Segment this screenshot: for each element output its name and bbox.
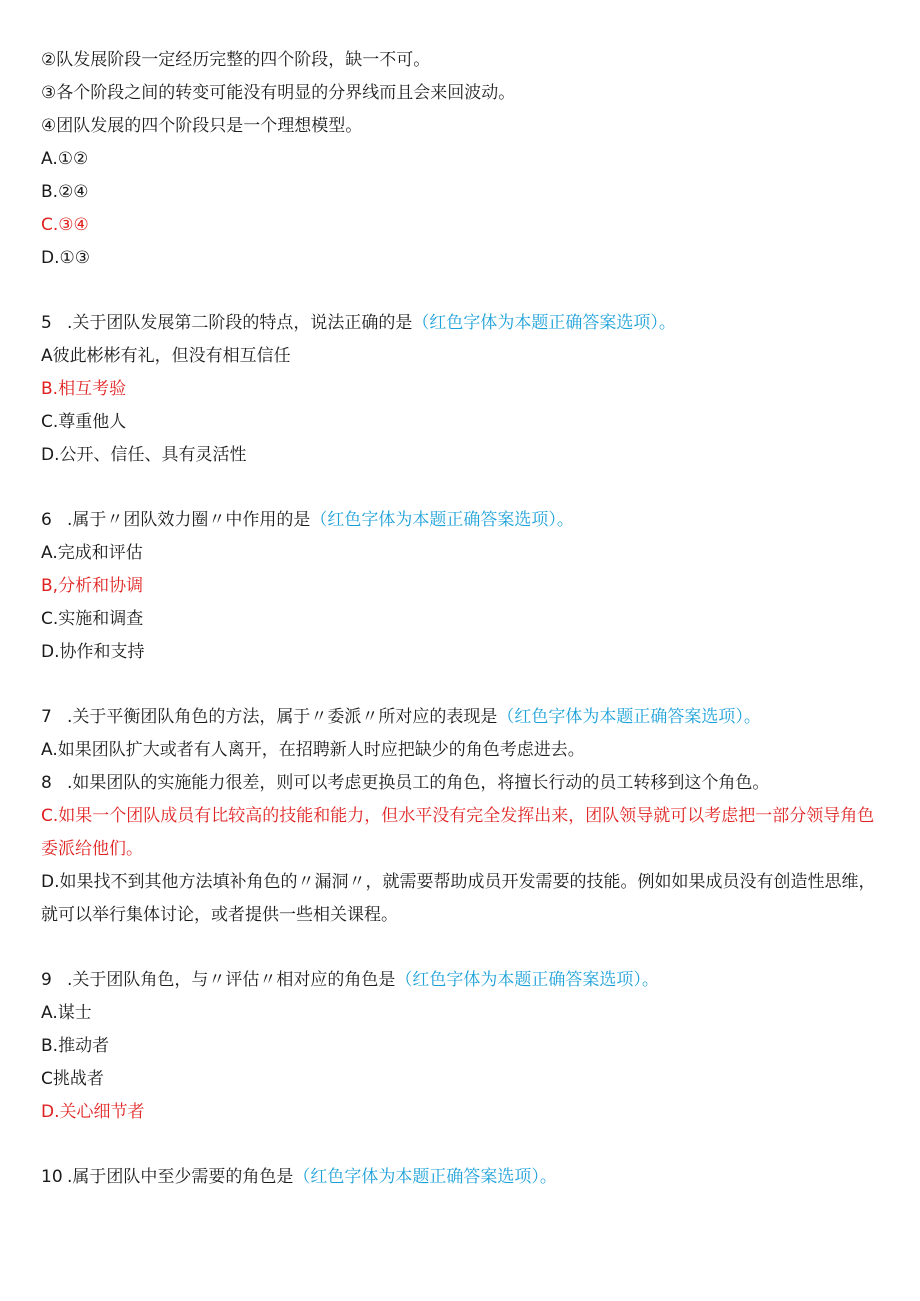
question-number: 7 xyxy=(41,707,52,727)
answer-option: C.实施和调查 xyxy=(41,609,144,629)
answer-option: B.推动者 xyxy=(41,1036,110,1056)
section-gap xyxy=(41,1129,886,1161)
answer-option: B.②④ xyxy=(41,182,89,202)
question-line xyxy=(41,701,886,734)
document-page xyxy=(41,44,886,1194)
answer-option: D.①③ xyxy=(41,248,90,268)
answer-option: A彼此彬彬有礼，但没有相互信任 xyxy=(41,346,291,366)
correct-answer-option: C.③④ xyxy=(41,215,89,235)
answer-option: A.谋士 xyxy=(41,1003,92,1023)
answer-option: A.如果团队扩大或者有人离开，在招聘新人时应把缺少的角色考虑进去。 xyxy=(41,740,585,760)
question-text: .属于团队中至少需要的角色是 xyxy=(67,1167,294,1187)
section-gap xyxy=(41,472,886,504)
question-number: 10 xyxy=(41,1167,63,1187)
question-number: 8 xyxy=(41,773,52,793)
question-line xyxy=(41,1161,886,1194)
answer-hint-note: （红色字体为本题正确答案选项）。 xyxy=(412,313,676,333)
correct-answer-option: B.相互考验 xyxy=(41,379,127,399)
question-text: .关于团队发展第二阶段的特点，说法正确的是 xyxy=(67,313,413,333)
question-line xyxy=(41,767,886,800)
answer-option: A.①② xyxy=(41,149,89,169)
question-text: .关于平衡团队角色的方法，属于〃委派〃所对应的表现是 xyxy=(67,707,498,727)
question-number: 6 xyxy=(41,510,52,530)
answer-hint-note: （红色字体为本题正确答案选项）。 xyxy=(293,1167,557,1187)
answer-option: A.完成和评估 xyxy=(41,543,143,563)
answer-option: C.尊重他人 xyxy=(41,412,127,432)
section-gap xyxy=(41,669,886,701)
correct-answer-option: C.如果一个团队成员有比较高的技能和能力，但水平没有完全发挥出来，团队领导就可以考虑把一部分领导角色委派给他们。 xyxy=(41,806,875,859)
question-line xyxy=(41,964,886,997)
statement-line: ③各个阶段之间的转变可能没有明显的分界线而且会来回波动。 xyxy=(41,83,516,103)
correct-answer-option: D.关心细节者 xyxy=(41,1102,145,1122)
answer-hint-note: （红色字体为本题正确答案选项）。 xyxy=(497,707,761,727)
question-number: 5 xyxy=(41,313,52,333)
answer-option: D.公开、信任、具有灵活性 xyxy=(41,445,247,465)
question-number: 9 xyxy=(41,970,52,990)
answer-hint-note: （红色字体为本题正确答案选项）。 xyxy=(395,970,659,990)
question-text: .关于团队角色，与〃评估〃相对应的角色是 xyxy=(67,970,396,990)
statement-line: ②队发展阶段一定经历完整的四个阶段，缺一不可。 xyxy=(41,50,431,70)
section-gap xyxy=(41,932,886,964)
correct-answer-option: B,分析和协调 xyxy=(41,576,144,596)
statement-line: ④团队发展的四个阶段只是一个理想模型。 xyxy=(41,116,363,136)
answer-option: D.如果找不到其他方法填补角色的〃漏洞〃，就需要帮助成员开发需要的技能。例如如果成员没有创造性思维，就可以举行集体讨论，或者提供一些相关课程。 xyxy=(41,872,876,925)
question-line xyxy=(41,307,886,340)
answer-hint-note: （红色字体为本题正确答案选项）。 xyxy=(310,510,574,530)
question-line xyxy=(41,504,886,537)
question-text: .属于〃团队效力圈〃中作用的是 xyxy=(67,510,311,530)
answer-option: D.协作和支持 xyxy=(41,642,145,662)
answer-option: C挑战者 xyxy=(41,1069,104,1089)
question-text: .如果团队的实施能力很差，则可以考虑更换员工的角色，将擅长行动的员工转移到这个角色。 xyxy=(67,773,770,793)
section-gap xyxy=(41,275,886,307)
